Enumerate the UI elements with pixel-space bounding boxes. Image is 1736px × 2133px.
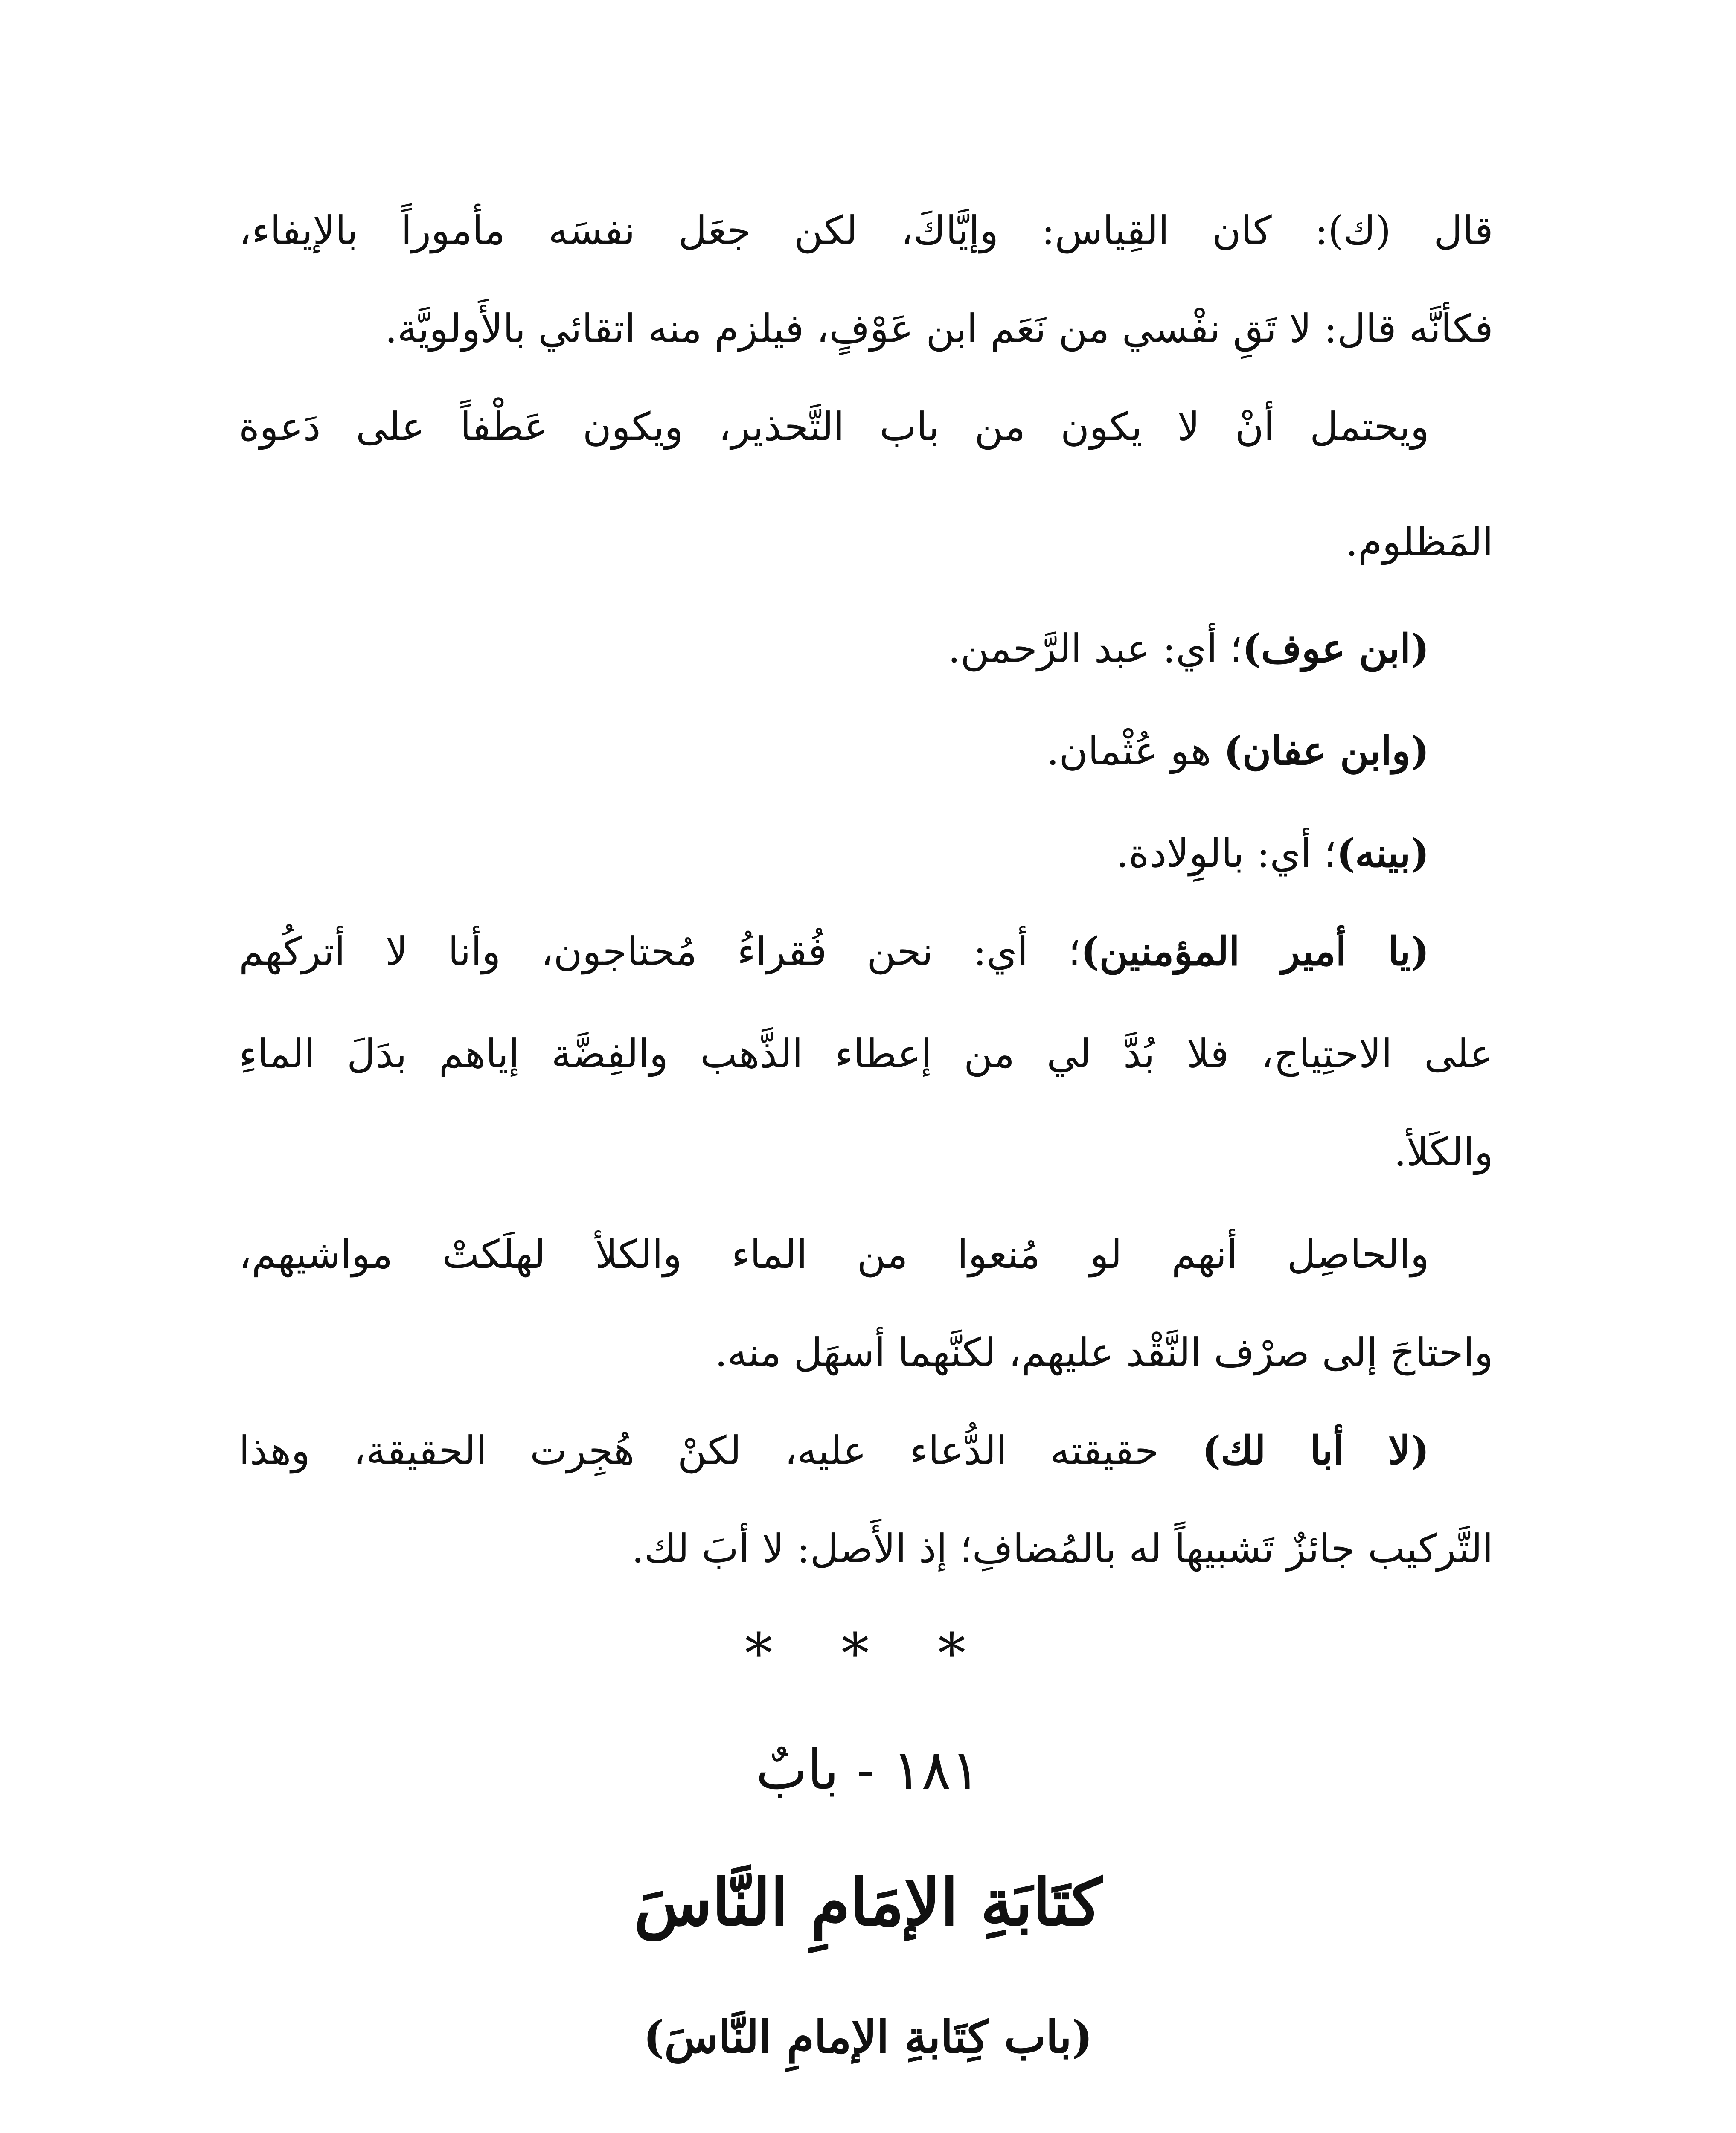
line-text: هو عُثْمان. [1047, 728, 1224, 774]
line-label: (يا أمير المؤمنين) [1081, 928, 1429, 974]
line-text: المَظلوم. [1345, 519, 1493, 565]
line-label: (لا أبا لك) [1202, 1427, 1429, 1473]
line-text: فكأنَّه قال: لا تَقِ نفْسي من نَعَم ابن عَوْفٍ، فيلزم منه اتقائي بالأَولويَّة. [384, 306, 1493, 352]
text-line-11 [239, 1224, 1493, 1284]
line-text: قال (ك): كان القِياس: وإيَّاكَ، لكن جعَل نفسَه مأموراً بالإيفاء، [239, 208, 1493, 253]
text-line-7 [239, 823, 1493, 883]
text-line-9 [239, 1024, 1493, 1084]
line-text: والكَلأ. [1394, 1129, 1493, 1175]
line-text: على الاحتِياج، فلا بُدَّ لي من إعطاء الذَّهب والفِضَّة إياهم بدَلَ الماءِ [239, 1031, 1493, 1077]
line-text: ؛ أي: عبد الرَّحمن. [948, 626, 1242, 671]
chapter-heading: ١٨١ - بابٌ [756, 1738, 980, 1802]
line-text: ؛ أي: بالوِلادة. [1116, 831, 1337, 876]
line-text: واحتاجَ إلى صرْف النَّقْد عليهم، لكنَّهما أسهَل منه. [715, 1330, 1493, 1375]
text-line-6 [239, 721, 1493, 781]
line-text: ويحتمل أنْ لا يكون من باب التَّحذير، ويكون عَطْفاً على دَعوة [239, 404, 1429, 450]
text-line-10 [239, 1122, 1493, 1182]
section-divider: * * * [744, 1621, 992, 1686]
line-label: (بينه) [1336, 830, 1429, 876]
line-text: والحاصِل أنهم لو مُنعوا من الماء والكلأ لهلَكتْ مواشيهم، [239, 1232, 1429, 1277]
text-line-8 [239, 921, 1493, 982]
text-line-4 [239, 512, 1493, 572]
line-text: التَّركيب جائزٌ تَشبيهاً له بالمُضافِ؛ إذ الأَصل: لا أبَ لك. [631, 1526, 1493, 1572]
line-label: (وابن عفان) [1224, 728, 1429, 774]
line-label: (ابن عوف) [1242, 625, 1429, 671]
text-line-5 [239, 619, 1493, 679]
text-line-1 [239, 201, 1493, 261]
line-text: حقيقته الدُّعاء عليه، لكنْ هُجِرت الحقيقة، وهذا [239, 1428, 1202, 1473]
text-line-12 [239, 1322, 1493, 1383]
chapter-subtitle: (باب كِتَابةِ الإمامِ النَّاسَ) [643, 2011, 1093, 2063]
text-line-3 [239, 397, 1493, 457]
text-line-14 [239, 1519, 1493, 1579]
line-text: ؛ أي: نحن فُقراءُ مُحتاجون، وأنا لا أتركُهم [239, 929, 1081, 974]
text-line-13 [239, 1421, 1493, 1481]
text-line-2 [239, 299, 1493, 359]
chapter-title: كتَابَةِ الإمَامِ النَّاسَ [634, 1865, 1102, 1940]
